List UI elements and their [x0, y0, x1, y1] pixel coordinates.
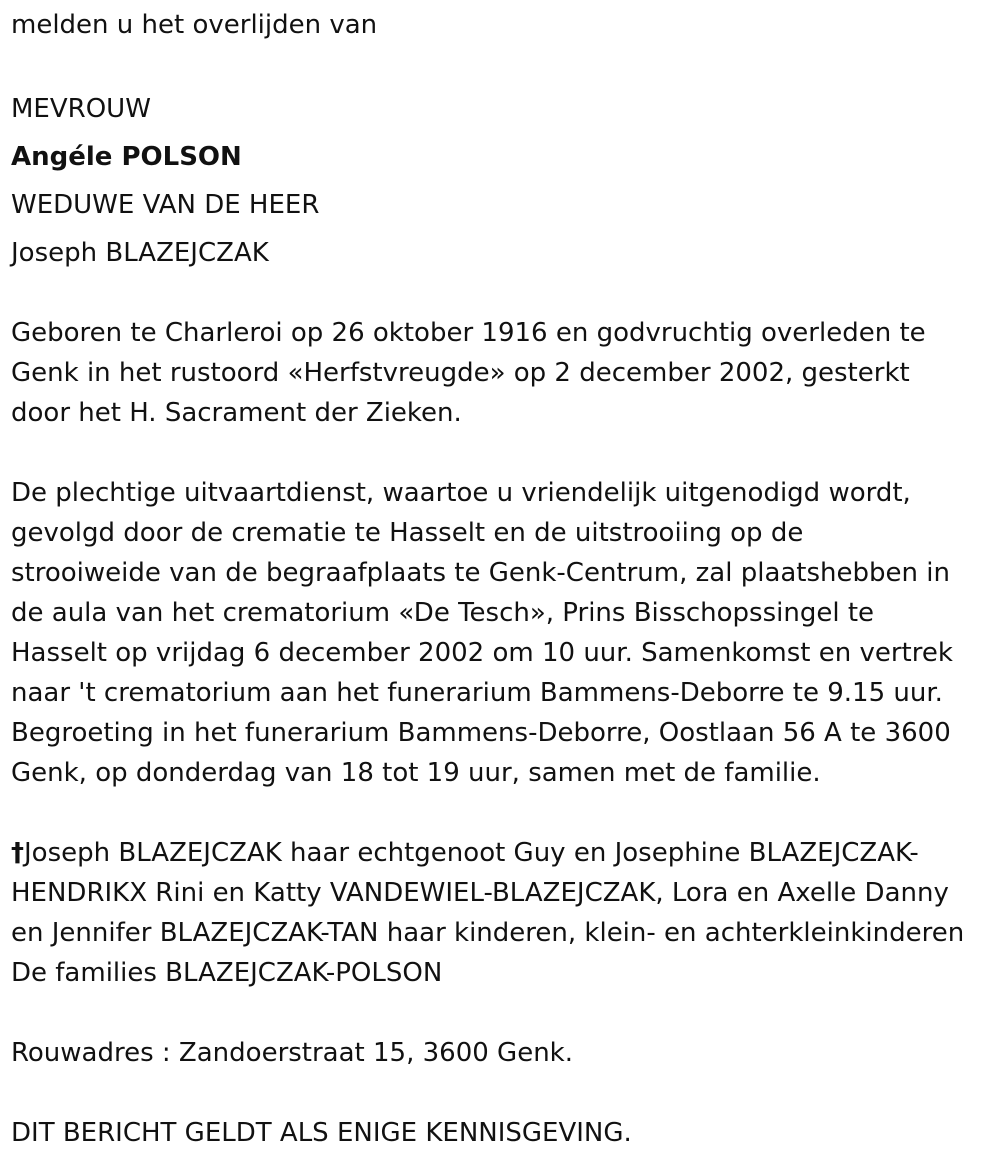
cross-icon: † [11, 838, 24, 868]
ceremony-line: Genk, op donderdag van 18 tot 19 uur, samen met de familie. [11, 758, 821, 788]
ceremony-line: naar 't crematorium aan het funerarium Bammens-Deborre te 9.15 uur. [11, 678, 943, 708]
title-prefix: MEVROUW [11, 94, 151, 124]
birth-death-line: door het H. Sacrament der Zieken. [11, 398, 462, 428]
ceremony-line: strooiweide van de begraafplaats te Genk-Centrum, zal plaatshebben in [11, 558, 950, 588]
ceremony-line: Hasselt op vrijdag 6 december 2002 om 10 uur. Samenkomst en vertrek [11, 638, 953, 668]
family-line: De families BLAZEJCZAK-POLSON [11, 958, 443, 988]
spacer [11, 277, 1000, 313]
spacer [11, 45, 1000, 85]
family-line: en Jennifer BLAZEJCZAK-TAN haar kinderen, klein- en achterkleinkinderen [11, 918, 965, 948]
ceremony-line: gevolgd door de crematie te Hasselt en de uitstrooiing op de [11, 518, 804, 548]
ceremony-line: Begroeting in het funerarium Bammens-Deborre, Oostlaan 56 A te 3600 [11, 718, 951, 748]
spouse-name: Joseph BLAZEJCZAK [11, 238, 269, 268]
birth-death-line: Genk in het rustoord «Herfstvreugde» op 2 december 2002, gesterkt [11, 358, 910, 388]
widow-of-text: WEDUWE VAN DE HEER [11, 190, 320, 220]
spacer [11, 793, 1000, 833]
family-paragraph [11, 833, 1000, 993]
intro-text: melden u het overlijden van [11, 10, 378, 40]
notice-text: DIT BERICHT GELDT ALS ENIGE KENNISGEVING. [11, 1118, 632, 1148]
deceased-name: Angéle POLSON [11, 142, 242, 172]
ceremony-line: De plechtige uitvaartdienst, waartoe u vriendelijk uitgenodigd wordt, [11, 478, 911, 508]
family-first-text: Joseph BLAZEJCZAK haar echtgenoot Guy en Josephine BLAZEJCZAK- [24, 838, 919, 868]
spacer [11, 433, 1000, 473]
ceremony-line: de aula van het crematorium «De Tesch», Prins Bisschopssingel te [11, 598, 875, 628]
family-line: HENDRIKX Rini en Katty VANDEWIEL-BLAZEJCZAK, Lora en Axelle Danny [11, 878, 949, 908]
spacer [11, 993, 1000, 1033]
ceremony-paragraph [11, 473, 1000, 793]
birth-death-line: Geboren te Charleroi op 26 oktober 1916 en godvruchtig overleden te [11, 318, 926, 348]
mourning-address: Rouwadres : Zandoerstraat 15, 3600 Genk. [11, 1038, 573, 1068]
birth-death-paragraph [11, 313, 1000, 433]
family-line [11, 833, 1000, 873]
spacer [11, 1073, 1000, 1113]
